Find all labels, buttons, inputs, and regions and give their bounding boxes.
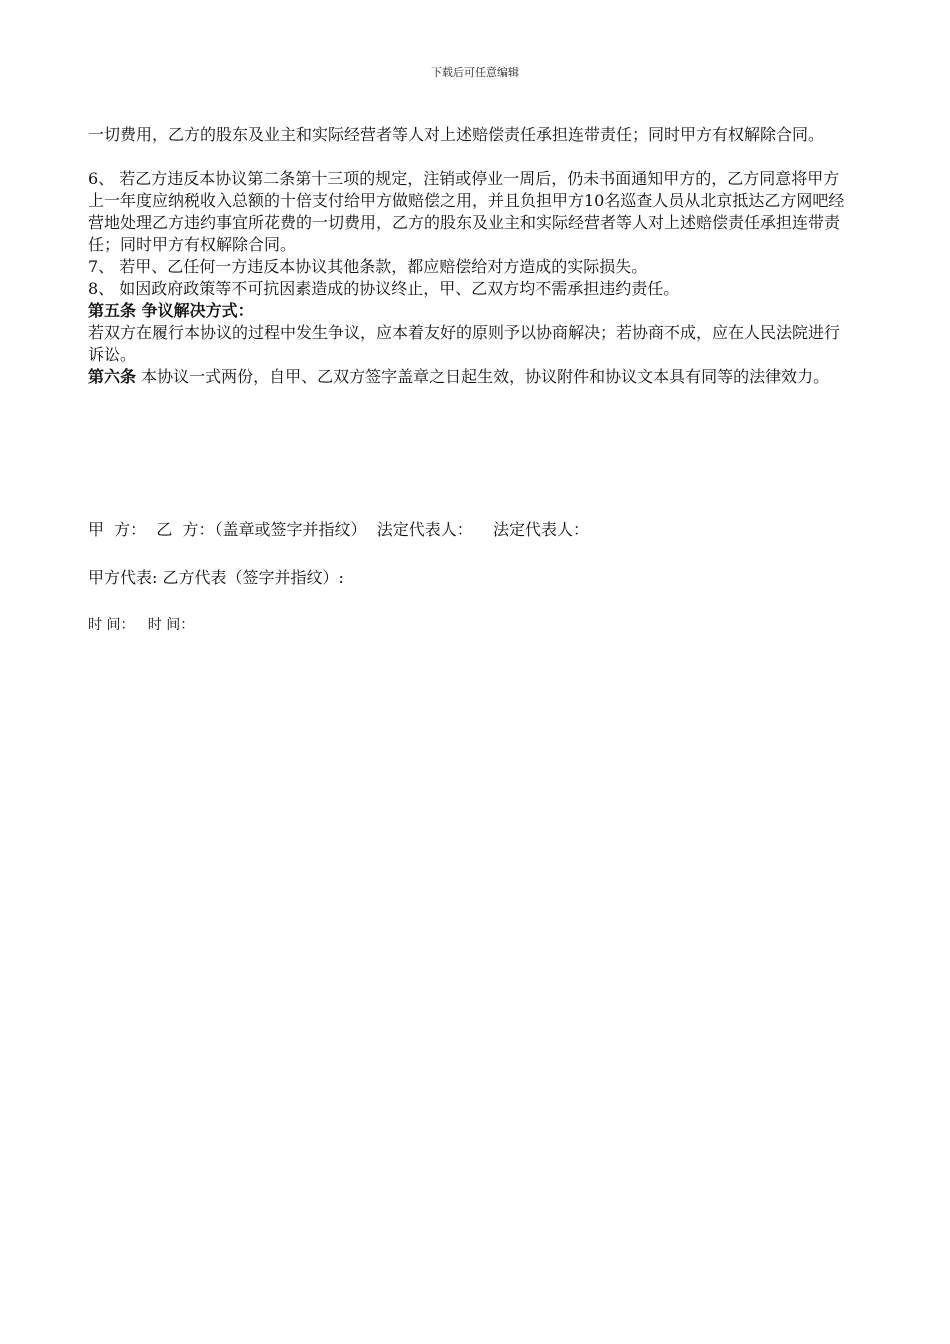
- article-5-body: 若双方在履行本协议的过程中发生争议，应本着友好的原则予以协商解决；若协商不成，应在人民法院进行诉讼。: [88, 323, 841, 364]
- paragraph-gap: [88, 146, 848, 168]
- article-6-title: 第六条: [88, 367, 137, 386]
- article-5-title: 第五条 争议解决方式：: [88, 301, 254, 320]
- clause-6: 6、 若乙方违反本协议第二条第十三项的规定，注销或停业一周后，仍未书面通知甲方的，乙方同意将甲方上一年度应纳税收入总额的十倍支付给甲方做赔偿之用，并且负担甲方10名巡查人员从北京抵达乙方网吧经营地处理乙方违约事宜所花费的一切费用，乙方的股东及业主和实际经营者等人对上述赔偿责任承担连带责任；同时甲方有权解除合同。: [88, 169, 845, 254]
- page-header: 下载后可任意编辑: [431, 66, 519, 79]
- article-6-body: 本协议一式两份，自甲、乙双方签字盖章之日起生效，协议附件和协议文本具有同等的法律效力。: [136, 367, 830, 386]
- clause-7: 7、 若甲、乙任何一方违反本协议其他条款，都应赔偿给对方造成的实际损失。: [88, 257, 648, 276]
- article-6: [88, 366, 848, 388]
- clause-8: 8、 如因政府政策等不可抗因素造成的协议终止，甲、乙双方均不需承担违约责任。: [88, 279, 680, 298]
- signature-representatives-line: 甲方代表: 乙方代表（签字并指纹）:: [88, 568, 344, 587]
- paragraph-continuation: 一切费用，乙方的股东及业主和实际经营者等人对上述赔偿责任承担连带责任；同时甲方有权解除合同。: [88, 125, 825, 144]
- contract-body: [88, 124, 848, 388]
- signature-date-line: 时 间： 时 间：: [88, 617, 195, 633]
- signature-parties-line: 甲 方： 乙 方：（盖章或签字并指纹） 法定代表人： 法定代表人：: [88, 520, 590, 539]
